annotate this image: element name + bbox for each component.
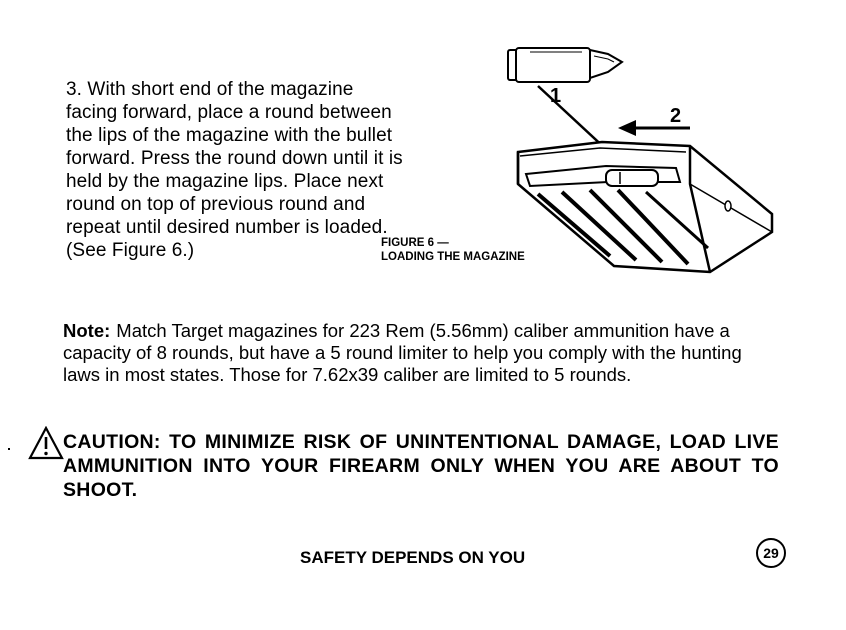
figure-label-1: 1 xyxy=(550,85,562,107)
magazine-icon xyxy=(518,142,772,272)
footer-text: SAFETY DEPENDS ON YOU xyxy=(300,548,526,567)
figure-caption-line1: FIGURE 6 — xyxy=(381,237,449,249)
step-3-instructions: 3. With short end of the magazine facing forward, place a round between the lips of the magazine with the bullet forward. Press the round down until it is held by the magazine lips. Place next round on top of previous round and repeat until desired number is loaded. (See Figure 6.) xyxy=(66,79,403,261)
note-text: Match Target magazines for 223 Rem (5.56mm) caliber ammunition have a capacity of 8 rounds, but have a 5 round limiter to help you comply with the hunting laws in most states. Those for 7.62x39 caliber are limited to 5 rounds. xyxy=(63,320,742,385)
figure-caption xyxy=(381,236,525,264)
magazine-loading-illustration xyxy=(490,34,790,284)
note-label: Note: xyxy=(63,320,111,341)
warning-triangle-icon xyxy=(28,426,64,460)
stray-mark xyxy=(8,448,10,450)
caution-text: CAUTION: TO MINIMIZE RISK OF UNINTENTIONAL DAMAGE, LOAD LIVE AMMUNITION INTO YOUR FIREARM ONLY WHEN YOU ARE ABOUT TO SHOOT. xyxy=(63,431,779,501)
page-number: 29 xyxy=(756,538,786,568)
note-paragraph xyxy=(63,320,763,386)
figure-caption-line2: LOADING THE MAGAZINE xyxy=(381,251,525,263)
cartridge-icon xyxy=(508,48,622,82)
figure-label-2: 2 xyxy=(670,105,682,127)
